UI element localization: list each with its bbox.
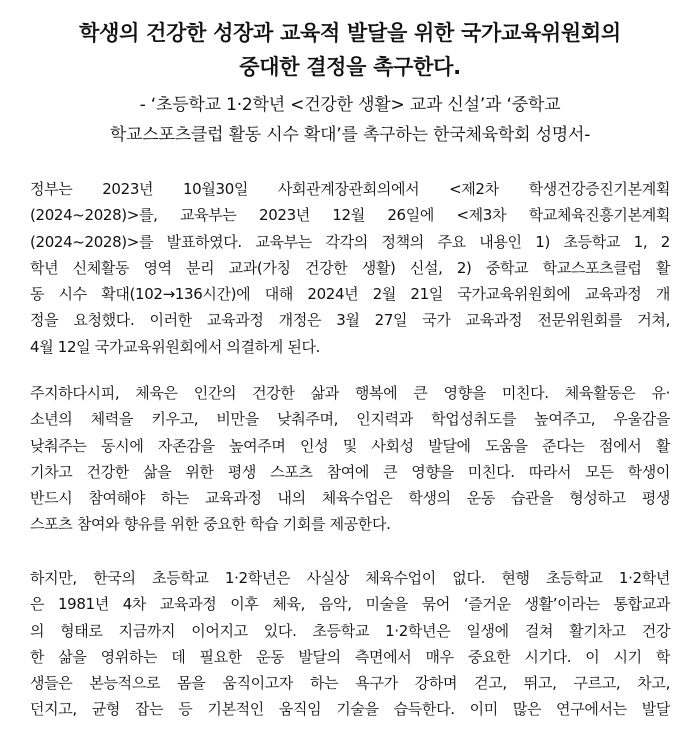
document-subtitle — [0, 90, 700, 150]
title-line: 학생의 건강한 성장과 교육적 발달을 위한 국가교육위원회의 — [79, 21, 621, 45]
paragraph-line: 낮춰주는 동시에 자존감을 높여주며 인성 및 사회성 발달에 도움을 준다는 점에서 활 — [30, 436, 670, 455]
paragraph-line: 4월 12일 국가교육위원회에서 의결하게 된다. — [30, 337, 321, 356]
paragraph-line: 동 시수 확대(102→136시간)에 대해 2024년 2월 21일 국가교육위원회에 교육과정 개 — [30, 285, 670, 304]
paragraph-line: 던지고, 균형 잡는 등 기본적인 움직임 기술을 습득한다. 이미 많은 연구에서는 발달 — [30, 700, 670, 719]
paragraph-1 — [30, 176, 670, 360]
paragraph-line: 하지만, 한국의 초등학교 1·2학년은 사실상 체육수업이 없다. 현행 초등학교 1·2학년 — [30, 569, 670, 587]
paragraph-line: (2024~2028)>를, 교육부는 2023년 12월 26일에 <제3차 학교체육진흥기본계획 — [30, 206, 670, 225]
paragraph-line: (2024~2028)>를 발표하였다. 교육부는 각각의 정책의 주요 내용인 1) 초등학교 1, 2 — [30, 232, 670, 251]
paragraph-line: 학년 신체활동 영역 분리 교과(가칭 건강한 생활) 신설, 2) 중학교 학교스포츠클럽 활 — [30, 258, 670, 277]
paragraph-line: 주지하다시피, 체육은 인간의 건강한 삶과 행복에 큰 영향을 미친다. 체육활동은 유· — [30, 384, 670, 402]
paragraph-line: 반드시 참여해야 하는 교육과정 내의 체육수업은 학생의 운동 습관을 형성하고 평생 — [30, 489, 670, 508]
paragraph-line: 정을 요청했다. 이러한 교육과정 개정은 3월 27일 국가 교육과정 전문위원회를 거쳐, — [30, 311, 670, 330]
title-line: 중대한 결정을 촉구한다. — [239, 55, 461, 79]
document-title — [0, 16, 700, 84]
paragraph-line: 한 삶을 영위하는 데 필요한 운동 발달의 측면에서 매우 중요한 시기다. 이 시기 학 — [30, 647, 670, 666]
paragraph-line: 의 형태로 지금까지 이어지고 있다. 초등학교 1·2학년은 일생에 걸쳐 활기차고 건강 — [30, 621, 670, 640]
paragraph-line: 소년의 체력을 키우고, 비만을 낮춰주며, 인지력과 학업성취도를 높여주고, 우울감을 — [30, 410, 670, 429]
paragraph-line: 기차고 건강한 삶을 위한 평생 스포츠 참여에 큰 영향을 미친다. 따라서 모든 학생이 — [30, 462, 670, 481]
paragraph-line: 생들은 본능적으로 몸을 움직이고자 하는 욕구가 강하며 걷고, 뛰고, 구르고, 차고, — [30, 674, 670, 693]
paragraph-2 — [30, 380, 670, 538]
paragraph-line: 스포츠 참여와 향유를 위한 중요한 학습 기회를 제공한다. — [30, 515, 391, 534]
subtitle-line: 학교스포츠클럽 활동 시수 확대’를 촉구하는 한국체육학회 성명서- — [109, 125, 591, 145]
paragraph-3 — [30, 565, 670, 723]
subtitle-line: - ‘초등학교 1·2학년 <건강한 생활> 교과 신설’과 ‘중학교 — [139, 95, 561, 115]
paragraph-line: 정부는 2023년 10월30일 사회관계장관회의에서 <제2차 학생건강증진기본계획 — [30, 180, 670, 198]
paragraph-line: 은 1981년 4차 교육과정 이후 체육, 음악, 미술을 묶어 ‘즐거운 생활’이라는 통합교과 — [30, 595, 670, 614]
